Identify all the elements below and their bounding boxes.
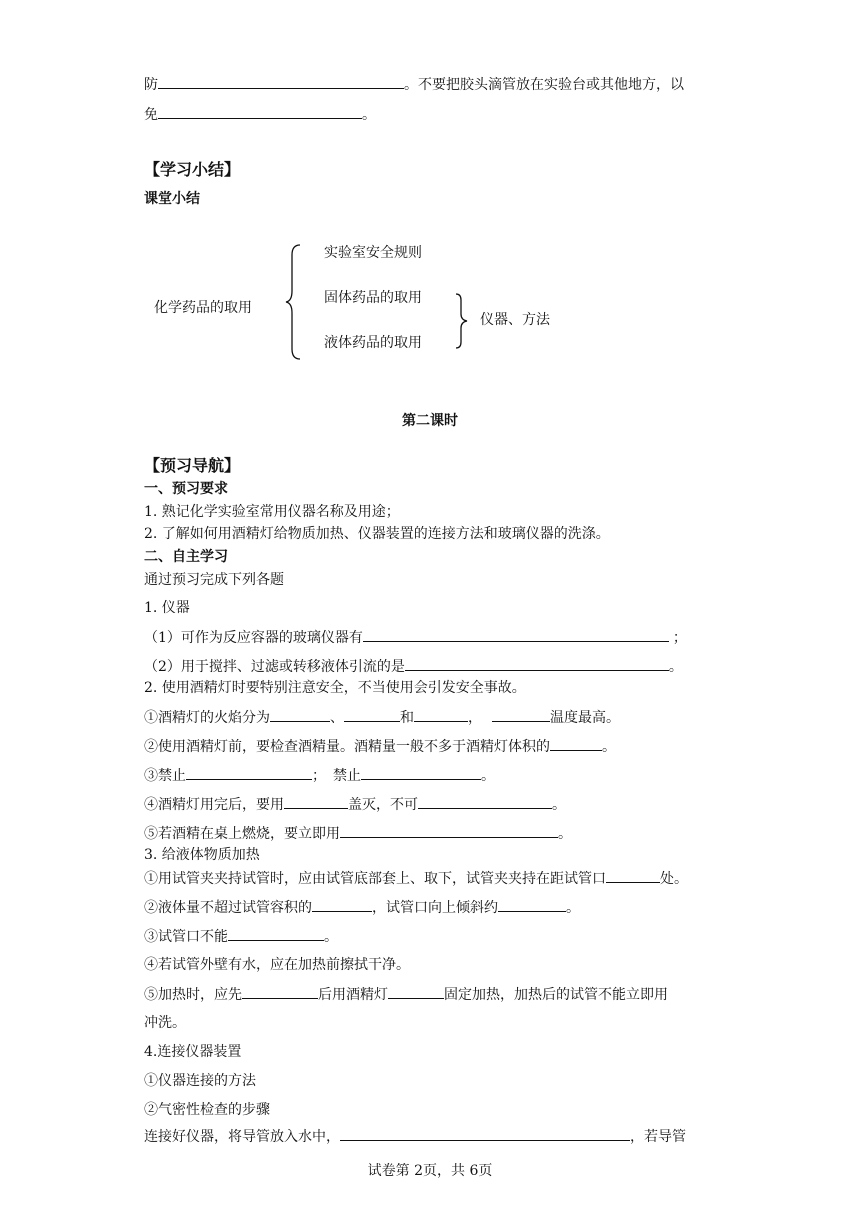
text: 后用酒精灯 xyxy=(318,987,388,1003)
fill-line-avoid xyxy=(144,104,376,125)
heading-requirements: 一、预习要求 xyxy=(144,481,228,497)
question-1-title: 1. 仪器 xyxy=(144,600,190,616)
answer-blank[interactable] xyxy=(405,656,669,671)
answer-blank[interactable] xyxy=(498,897,566,912)
question-2b xyxy=(144,736,616,757)
answer-blank[interactable] xyxy=(158,104,362,119)
requirement-1: 1. 熟记化学实验室常用仪器名称及用途； xyxy=(144,504,400,520)
answer-blank[interactable] xyxy=(388,984,444,999)
text: ； xyxy=(672,630,687,646)
text: 。 xyxy=(602,739,616,755)
question-3b xyxy=(144,897,580,918)
text: ①酒精灯的火焰分为 xyxy=(144,710,270,726)
text: 免 xyxy=(144,107,158,123)
text: 。 xyxy=(668,659,683,675)
section-title-preview: 【预习导航】 xyxy=(144,456,241,475)
answer-blank[interactable] xyxy=(340,1126,630,1141)
answer-blank[interactable] xyxy=(228,926,324,941)
fill-line-prevent xyxy=(144,74,684,95)
answer-blank[interactable] xyxy=(284,794,348,809)
summary-item-safety: 实验室安全规则 xyxy=(324,245,422,261)
summary-root: 化学药品的取用 xyxy=(154,300,252,316)
requirement-2: 2. 了解如何用酒精灯给物质加热、仪器装置的连接方法和玻璃仪器的洗涤。 xyxy=(144,526,610,542)
text: 。 xyxy=(362,107,376,123)
text: ； 禁止 xyxy=(312,768,361,784)
right-brace-icon xyxy=(454,292,470,350)
text: 固定加热，加热后的试管不能立即用 xyxy=(444,987,668,1003)
summary-item-solid: 固体药品的取用 xyxy=(324,290,422,306)
question-2a xyxy=(144,707,620,728)
answer-blank[interactable] xyxy=(344,707,400,722)
answer-blank[interactable] xyxy=(340,823,558,838)
text: 。 xyxy=(552,797,566,813)
text: ①用试管夹夹持试管时，应由试管底部套上、取下，试管夹夹持在距试管口 xyxy=(144,871,606,887)
answer-blank[interactable] xyxy=(312,897,372,912)
text: ②液体量不超过试管容积的 xyxy=(144,900,312,916)
summary-group-label: 仪器、方法 xyxy=(480,312,550,328)
answer-blank[interactable] xyxy=(418,794,552,809)
question-4a: ①仪器连接的方法 xyxy=(144,1073,256,1089)
text: ， xyxy=(468,710,482,726)
text: 连接好仪器，将导管放入水中， xyxy=(144,1129,340,1145)
text: 防 xyxy=(144,77,158,93)
question-4-title: 4.连接仪器装置 xyxy=(144,1044,242,1060)
text: （1）可作为反应容器的玻璃仪器有 xyxy=(144,630,363,646)
text: 。 xyxy=(324,929,338,945)
left-brace-icon xyxy=(284,243,304,361)
question-2c xyxy=(144,765,495,786)
answer-blank[interactable] xyxy=(361,765,481,780)
question-2e xyxy=(144,823,572,844)
question-3e-continued: 冲洗。 xyxy=(144,1015,186,1031)
text: 。 xyxy=(566,900,580,916)
text: 。不要把胶头滴管放在实验台或其他地方，以 xyxy=(404,77,684,93)
question-3a xyxy=(144,868,688,889)
answer-blank[interactable] xyxy=(550,736,602,751)
question-3e xyxy=(144,984,668,1005)
answer-blank[interactable] xyxy=(492,707,550,722)
subtitle-class-summary: 课堂小结 xyxy=(144,191,200,207)
answer-blank[interactable] xyxy=(363,627,669,642)
question-2d xyxy=(144,794,566,815)
answer-blank[interactable] xyxy=(242,984,318,999)
question-3d: ④若试管外壁有水，应在加热前擦拭干净。 xyxy=(144,957,410,973)
question-2-title: 2. 使用酒精灯时要特别注意安全，不当使用会引发安全事故。 xyxy=(144,680,526,696)
page-footer: 试卷第 2页，共 6页 xyxy=(367,1163,493,1179)
section-title-summary: 【学习小结】 xyxy=(144,160,241,179)
text: 盖灭，不可 xyxy=(348,797,418,813)
text: ②使用酒精灯前，要检查酒精量。酒精量一般不多于酒精灯体积的 xyxy=(144,739,550,755)
text: 。 xyxy=(558,826,572,842)
answer-blank[interactable] xyxy=(606,868,660,883)
self-study-intro: 通过预习完成下列各题 xyxy=(144,572,284,588)
text: 温度最高。 xyxy=(550,710,620,726)
text: 和 xyxy=(400,710,414,726)
lesson-title: 第二课时 xyxy=(402,413,458,429)
text: 、 xyxy=(330,710,344,726)
text: （2）用于搅拌、过滤或转移液体引流的是 xyxy=(144,659,405,675)
question-4c xyxy=(144,1126,686,1147)
text: ③禁止 xyxy=(144,768,186,784)
text: ，若导管 xyxy=(630,1129,686,1145)
question-1a xyxy=(144,627,687,648)
answer-blank[interactable] xyxy=(158,74,404,89)
text: ⑤加热时，应先 xyxy=(144,987,242,1003)
question-3-title: 3. 给液体物质加热 xyxy=(144,847,260,863)
text: ⑤若酒精在桌上燃烧，要立即用 xyxy=(144,826,340,842)
text: ，试管口向上倾斜约 xyxy=(372,900,498,916)
summary-item-liquid: 液体药品的取用 xyxy=(324,335,422,351)
question-4b: ②气密性检查的步骤 xyxy=(144,1102,270,1118)
heading-self-study: 二、自主学习 xyxy=(144,549,228,565)
text: 处。 xyxy=(660,871,688,887)
answer-blank[interactable] xyxy=(414,707,468,722)
text: 。 xyxy=(481,768,495,784)
answer-blank[interactable] xyxy=(186,765,312,780)
answer-blank[interactable] xyxy=(270,707,330,722)
text: ④酒精灯用完后，要用 xyxy=(144,797,284,813)
question-3c xyxy=(144,926,338,947)
text: ③试管口不能 xyxy=(144,929,228,945)
question-1b xyxy=(144,656,683,677)
